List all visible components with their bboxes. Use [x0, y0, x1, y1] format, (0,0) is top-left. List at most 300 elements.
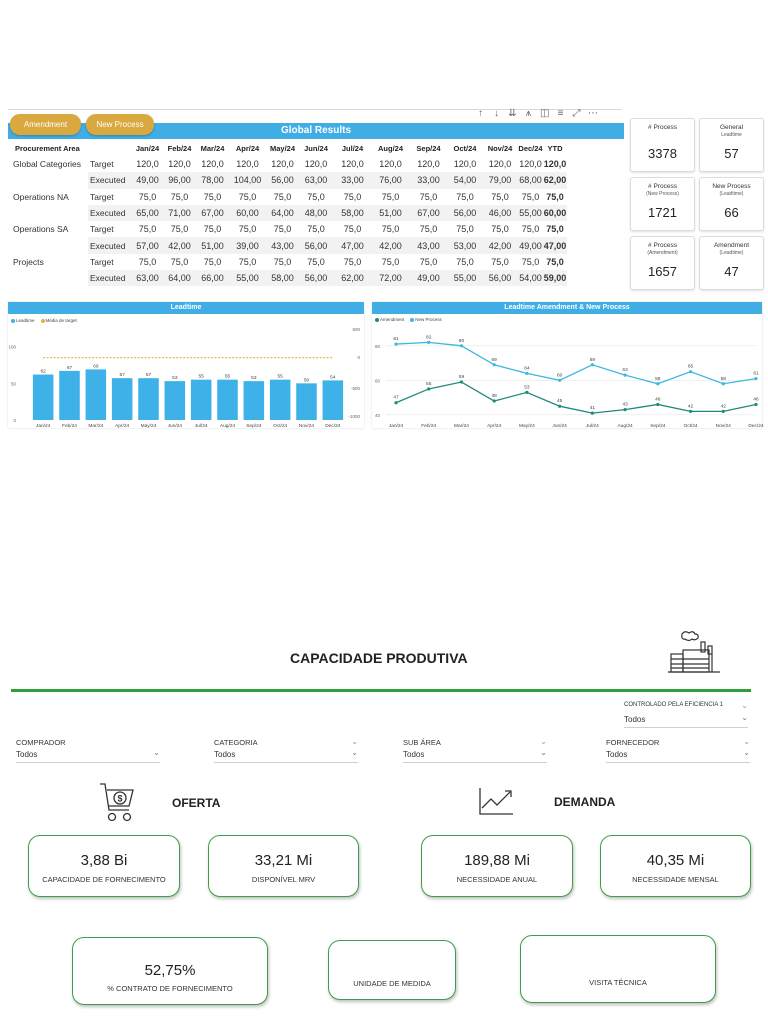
point-data-label: 55	[426, 381, 432, 387]
point-data-label: 69	[589, 357, 596, 363]
leadtime-bar[interactable]	[86, 369, 107, 420]
comprador-select[interactable]: Todos ⌄	[16, 750, 160, 763]
x-tick-label: Apr/24	[487, 424, 502, 429]
procurement-area-cell	[10, 205, 88, 221]
data-point[interactable]	[591, 363, 594, 366]
sub-area-filter[interactable]	[403, 738, 547, 763]
column-header[interactable]: Jan/24	[135, 143, 160, 153]
value-cell: 75,0	[170, 191, 189, 202]
chevron-down-icon[interactable]: ⌄	[743, 748, 750, 757]
kpi-sublabel: (New Process)	[646, 191, 679, 197]
y-tick-label: 80	[374, 343, 380, 349]
kpi-value: 57	[724, 146, 739, 161]
point-data-label: 59	[458, 375, 465, 381]
card-value: 52,75%	[144, 962, 196, 979]
value-cell: 96,00	[163, 172, 196, 188]
data-point[interactable]	[525, 372, 528, 375]
data-point[interactable]	[558, 379, 561, 382]
data-point[interactable]	[722, 382, 725, 385]
ytd-cell: 75,0	[546, 256, 564, 267]
capacidade-fornecimento-card[interactable]	[28, 835, 180, 897]
column-header[interactable]: Jul/24	[341, 143, 364, 153]
x-tick-label: Sep/24	[650, 424, 666, 429]
kpi-value: 3378	[648, 146, 677, 161]
value-cell: 75,0	[456, 256, 474, 267]
value-cell: 75,0	[203, 224, 222, 235]
column-header[interactable]: Sep/24	[416, 143, 441, 153]
table-row	[10, 156, 567, 172]
card-label: VISITA TÉCNICA	[589, 978, 647, 987]
row-type-cell: Executed	[88, 205, 132, 221]
ytd-cell: 60,00	[543, 205, 567, 221]
value-cell: 75,0	[307, 191, 325, 202]
column-header[interactable]: Oct/24	[453, 143, 477, 153]
kpi-label: # Process	[648, 124, 677, 131]
amendment-new-process-chart-title: Leadtime Amendment & New Process	[372, 302, 762, 314]
kpi-value: 1657	[648, 264, 677, 279]
x-tick-label: Jan/24	[35, 424, 51, 429]
kpi-sublabel: (Amendment)	[647, 250, 678, 256]
comprador-filter[interactable]	[16, 738, 160, 763]
value-cell: 120,0	[304, 159, 328, 170]
data-point[interactable]	[394, 342, 397, 345]
procurement-area-cell	[10, 270, 88, 286]
value-cell: 58,00	[266, 270, 299, 286]
kpi-card-process-new-process[interactable]	[630, 177, 695, 231]
arrow-up-icon[interactable]: ↑	[478, 108, 483, 119]
leadtime-bar[interactable]	[165, 381, 186, 420]
data-point[interactable]	[656, 403, 659, 406]
value-cell: 63,00	[299, 172, 333, 188]
data-point[interactable]	[525, 391, 528, 394]
value-cell: 120,0	[519, 159, 542, 170]
demanda-title: DEMANDA	[554, 795, 616, 809]
focus-mode-icon[interactable]: ⤢	[572, 108, 581, 119]
kpi-value: 1721	[648, 205, 677, 220]
value-cell: 120,0	[341, 159, 364, 170]
bar-data-label: 67	[66, 365, 73, 371]
value-cell: 42,00	[372, 237, 409, 253]
value-cell: 75,0	[521, 224, 540, 235]
column-header[interactable]	[88, 140, 132, 156]
amendment-new-process-line-plot	[372, 314, 762, 428]
chevron-down-icon[interactable]: ⌄	[540, 748, 547, 757]
contrato-fornecimento-card[interactable]	[72, 937, 268, 1005]
x-tick-label: Dec/24	[325, 424, 341, 429]
pin-icon[interactable]: ◫	[540, 108, 550, 119]
sub-area-select[interactable]: Todos ⌄	[403, 750, 547, 763]
value-cell: 75,0	[456, 191, 474, 202]
x-tick-label: Jun/24	[552, 424, 567, 429]
more-options-icon[interactable]: ⋯	[588, 108, 598, 119]
value-cell: 104,00	[229, 172, 266, 188]
legend-item-new-process[interactable]: New Process	[410, 317, 442, 322]
leadtime-bar[interactable]	[138, 378, 159, 420]
chevron-down-icon[interactable]: ⌄	[153, 748, 160, 757]
chevron-down-icon[interactable]: ⌄	[351, 748, 358, 757]
data-point[interactable]	[623, 408, 626, 411]
point-data-label: 69	[491, 357, 497, 363]
data-point[interactable]	[689, 370, 692, 373]
kpi-sublabel: (Leadtime)	[719, 250, 744, 256]
card-value: 3,88 Bi	[80, 852, 128, 869]
row-type-cell: Executed	[88, 270, 132, 286]
value-cell: 75,0	[381, 224, 400, 235]
unidade-de-medida-button[interactable]	[328, 940, 456, 1000]
kpi-label: # Process	[648, 242, 677, 249]
value-cell: 79,00	[482, 172, 518, 188]
value-cell: 120,0	[236, 159, 259, 170]
value-cell: 75,0	[307, 256, 325, 267]
value-cell: 60,00	[229, 205, 266, 221]
card-value: 189,88 Mi	[464, 852, 530, 869]
x-tick-label: Sep/24	[246, 424, 262, 429]
value-cell: 75,0	[238, 224, 257, 235]
column-header[interactable]: YTD	[547, 143, 563, 153]
value-cell: 75,0	[238, 256, 257, 267]
legend-item-amendment[interactable]: Amendment	[375, 317, 404, 322]
value-cell: 42,00	[482, 237, 518, 253]
procurement-area-cell: Global Categories	[13, 159, 82, 170]
ytd-cell: 62,00	[543, 172, 567, 188]
kpi-sublabel: Leadtime	[721, 132, 742, 138]
column-header[interactable]: Procurement Area	[15, 143, 80, 153]
x-tick-label: Aug/24	[219, 424, 236, 429]
value-cell: 54,00	[518, 270, 543, 286]
bar-data-label: 62	[40, 369, 46, 375]
card-label: CAPACIDADE DE FORNECIMENTO	[42, 875, 166, 884]
value-cell: 48,00	[299, 205, 333, 221]
point-data-label: 43	[622, 402, 628, 408]
categoria-select[interactable]: Todos ⌄	[214, 750, 358, 763]
chevron-down-icon[interactable]: ⌄	[540, 737, 547, 746]
value-cell: 49,00	[518, 237, 543, 253]
leadtime-bar[interactable]	[217, 380, 238, 420]
point-data-label: 63	[622, 368, 628, 374]
leadtime-bar[interactable]	[33, 375, 54, 420]
value-cell: 49,00	[132, 172, 163, 188]
value-cell: 56,00	[448, 205, 482, 221]
bar-data-label: 69	[93, 364, 99, 370]
kpi-label: New Process	[712, 183, 751, 190]
value-cell: 62,00	[333, 270, 372, 286]
x-tick-label: May/24	[519, 424, 535, 429]
value-cell: 71,00	[163, 205, 196, 221]
data-point[interactable]	[689, 410, 692, 413]
value-cell: 120,0	[417, 159, 440, 170]
fornecedor-filter[interactable]	[606, 738, 750, 763]
kpi-sublabel: (Leadtime)	[719, 191, 744, 197]
kpi-value: 47	[724, 264, 739, 279]
column-header[interactable]: Dec/24	[518, 143, 543, 153]
leadtime-chart[interactable]	[8, 302, 364, 428]
point-data-label: 48	[491, 394, 497, 400]
x-tick-label: Jun/24	[167, 424, 183, 429]
value-cell: 65,00	[132, 205, 163, 221]
x-tick-label: Jul/24	[585, 424, 599, 429]
leadtime-bar[interactable]	[244, 381, 265, 420]
value-cell: 75,0	[456, 224, 474, 235]
kpi-card-amendment-leadtime[interactable]	[699, 236, 764, 290]
filter-label: CATEGORIA	[214, 738, 258, 747]
table-row	[10, 189, 567, 205]
x-tick-label: Dec/24	[748, 424, 764, 429]
value-cell: 66,00	[196, 270, 229, 286]
visual-toolbar	[476, 108, 597, 120]
bar-data-label: 55	[224, 374, 231, 380]
point-data-label: 42	[720, 404, 726, 410]
data-point[interactable]	[493, 399, 496, 402]
bar-data-label: 57	[119, 373, 125, 379]
data-point[interactable]	[591, 411, 594, 414]
value-cell: 51,00	[196, 237, 229, 253]
value-cell: 75,0	[343, 191, 362, 202]
value-cell: 67,00	[409, 205, 448, 221]
value-cell: 75,0	[273, 191, 292, 202]
row-type-cell: Target	[90, 224, 114, 235]
data-point[interactable]	[394, 401, 397, 404]
column-header[interactable]: Mar/24	[200, 143, 225, 153]
x-tick-label: Apr/24	[115, 424, 130, 429]
leadtime-bar[interactable]	[270, 380, 291, 420]
value-cell: 53,00	[448, 237, 482, 253]
leadtime-bar[interactable]	[112, 378, 133, 420]
global-results-title: Global Results	[8, 123, 624, 139]
column-header[interactable]: Jun/24	[304, 143, 328, 153]
bar-data-label: 53	[251, 376, 257, 382]
value-cell: 120,0	[379, 159, 402, 170]
y-tick-label: 50	[10, 381, 16, 387]
column-header[interactable]: May/24	[269, 143, 296, 153]
point-data-label: 58	[720, 376, 726, 382]
x-tick-label: Mar/24	[453, 424, 469, 429]
value-cell: 42,00	[163, 237, 196, 253]
secondary-y-tick-label: 500	[352, 327, 360, 332]
value-cell: 120,0	[271, 159, 294, 170]
table-row	[10, 237, 567, 253]
leadtime-bar[interactable]	[191, 380, 212, 420]
value-cell: 63,00	[132, 270, 163, 286]
x-tick-label: Aug/24	[617, 424, 633, 429]
value-cell: 55,00	[448, 270, 482, 286]
x-tick-label: Feb/24	[62, 424, 77, 429]
value-cell: 120,0	[168, 159, 191, 170]
drill-down-icon[interactable]: ⇊	[508, 108, 517, 119]
point-data-label: 47	[393, 395, 399, 401]
shopping-cart-icon	[99, 781, 135, 823]
row-type-cell: Target	[90, 256, 114, 267]
factory-icon	[668, 628, 720, 676]
kpi-label: General	[719, 124, 744, 131]
data-point[interactable]	[754, 377, 757, 380]
value-cell: 75,0	[273, 256, 292, 267]
value-cell: 55,00	[518, 205, 543, 221]
secondary-y-tick-label: 0	[357, 355, 360, 360]
card-label: UNIDADE DE MEDIDA	[353, 979, 431, 988]
card-label: % CONTRATO DE FORNECIMENTO	[107, 984, 233, 993]
kpi-card-process-count[interactable]	[630, 118, 695, 172]
value-cell: 120,0	[136, 159, 159, 170]
value-cell: 49,00	[409, 270, 448, 286]
necessidade-mensal-card[interactable]	[600, 835, 751, 897]
value-cell: 75,0	[203, 191, 222, 202]
ytd-cell: 47,00	[543, 237, 567, 253]
leadtime-bar[interactable]	[296, 383, 317, 420]
value-cell: 33,00	[333, 172, 372, 188]
value-cell: 64,00	[163, 270, 196, 286]
value-cell: 47,00	[333, 237, 372, 253]
card-value: 40,35 Mi	[646, 852, 705, 869]
bar-data-label: 55	[198, 374, 204, 380]
procurement-area-cell: Projects	[13, 256, 44, 267]
card-label: NECESSIDADE ANUAL	[456, 875, 538, 884]
value-cell: 78,00	[196, 172, 229, 188]
point-data-label: 58	[655, 376, 661, 382]
value-cell: 75,0	[419, 256, 438, 267]
oferta-title: OFERTA	[172, 796, 221, 810]
column-header[interactable]: Apr/24	[235, 143, 260, 153]
point-data-label: 60	[556, 373, 563, 379]
chevron-down-icon[interactable]: ⌄	[741, 713, 748, 722]
value-cell: 75,0	[343, 256, 362, 267]
x-tick-label: Oct/24	[273, 424, 288, 429]
value-cell: 75,0	[203, 256, 222, 267]
point-data-label: 41	[589, 406, 596, 412]
new-process-series-line[interactable]	[396, 342, 756, 383]
value-cell: 75,0	[521, 191, 540, 202]
expand-hierarchy-icon[interactable]: ⩚	[525, 108, 532, 119]
value-cell: 51,00	[372, 205, 409, 221]
column-header[interactable]: Feb/24	[167, 143, 192, 153]
row-type-cell: Target	[90, 191, 114, 202]
data-point[interactable]	[493, 363, 496, 366]
column-header[interactable]: Aug/24	[377, 143, 403, 153]
table-row	[10, 254, 567, 270]
value-cell: 75,0	[238, 191, 257, 202]
table-row	[10, 205, 567, 221]
value-cell: 75,0	[343, 224, 362, 235]
data-point[interactable]	[558, 405, 561, 408]
value-cell: 75,0	[170, 224, 189, 235]
controlado-filter[interactable]	[624, 702, 748, 728]
filter-label: SUB ÁREA	[403, 738, 441, 747]
y-tick-label: 0	[13, 418, 16, 423]
data-point[interactable]	[460, 380, 463, 383]
point-data-label: 80	[458, 338, 465, 344]
value-cell: 72,00	[372, 270, 409, 286]
kpi-label: Amendment	[713, 242, 750, 249]
point-data-label: 46	[655, 397, 661, 403]
column-header[interactable]: Nov/24	[487, 143, 513, 153]
amendment-series-line[interactable]	[396, 382, 756, 413]
data-point[interactable]	[754, 403, 757, 406]
filter-icon[interactable]: ≡	[557, 108, 564, 119]
data-point[interactable]	[623, 374, 626, 377]
value-cell: 46,00	[482, 205, 518, 221]
section-divider	[11, 689, 751, 692]
row-type-cell: Target	[90, 159, 114, 170]
leadtime-bar[interactable]	[323, 380, 344, 420]
x-tick-label: Nov/24	[298, 424, 315, 429]
table-row	[10, 270, 567, 286]
value-cell: 75,0	[138, 224, 157, 235]
card-value: 33,21 Mi	[254, 852, 313, 869]
row-type-cell: Executed	[88, 237, 132, 253]
value-cell: 120,0	[201, 159, 224, 170]
value-cell: 75,0	[491, 191, 509, 202]
procurement-area-cell	[10, 172, 88, 188]
legend-item-target[interactable]: Média de target	[41, 318, 77, 323]
point-data-label: 81	[393, 337, 399, 343]
point-data-label: 45	[556, 399, 563, 405]
y-tick-label: 40	[374, 412, 380, 418]
kpi-value: 66	[724, 205, 739, 220]
data-point[interactable]	[427, 341, 430, 344]
x-tick-label: May/24	[140, 424, 157, 429]
controlado-select[interactable]: Todos ⌄	[624, 715, 748, 728]
value-cell: 75,0	[491, 256, 509, 267]
procurement-area-cell: Operations NA	[13, 191, 69, 202]
point-data-label: 42	[687, 404, 694, 410]
table-row	[10, 172, 567, 188]
chevron-down-icon[interactable]: ⌄	[743, 737, 750, 746]
categoria-filter[interactable]	[214, 738, 358, 763]
secondary-y-tick-label: -1000	[348, 414, 360, 419]
chevron-down-icon[interactable]: ⌄	[351, 737, 358, 746]
amendment-new-process-chart[interactable]	[372, 302, 762, 428]
data-point[interactable]	[722, 410, 725, 413]
x-tick-label: Oct/24	[683, 424, 698, 429]
arrow-down-icon[interactable]: ↓	[494, 108, 499, 119]
data-point[interactable]	[460, 344, 463, 347]
value-cell: 33,00	[409, 172, 448, 188]
kpi-card-new-process-leadtime[interactable]	[699, 177, 764, 231]
kpi-label: # Process	[648, 183, 677, 190]
necessidade-anual-card[interactable]	[421, 835, 573, 897]
bar-data-label: 53	[172, 376, 178, 382]
bar-data-label: 50	[303, 378, 310, 384]
new-process-button[interactable]: New Process	[86, 114, 154, 135]
visita-tecnica-button[interactable]	[520, 935, 716, 1003]
point-data-label: 46	[753, 397, 759, 403]
legend-item-leadtime[interactable]: Leadtime	[11, 318, 35, 323]
leadtime-bar[interactable]	[59, 371, 80, 420]
leadtime-chart-title: Leadtime	[8, 302, 364, 314]
ytd-cell: 59,00	[543, 270, 567, 286]
ytd-cell: 75,0	[546, 224, 564, 235]
secondary-y-tick-label: -500	[350, 386, 360, 391]
value-cell: 75,0	[381, 191, 400, 202]
x-tick-label: Jul/24	[194, 424, 208, 429]
value-cell: 64,00	[266, 205, 299, 221]
data-point[interactable]	[656, 382, 659, 385]
value-cell: 43,00	[266, 237, 299, 253]
disponivel-mrv-card[interactable]	[208, 835, 359, 897]
value-cell: 120,0	[488, 159, 512, 170]
kpi-card-process-amendment[interactable]	[630, 236, 695, 290]
value-cell: 56,00	[299, 270, 333, 286]
procurement-area-cell: Operations SA	[13, 224, 69, 235]
data-point[interactable]	[427, 387, 430, 390]
value-cell: 55,00	[229, 270, 266, 286]
filter-label: COMPRADOR	[16, 738, 66, 747]
kpi-card-general-leadtime[interactable]	[699, 118, 764, 172]
amendment-button[interactable]: Amendment	[10, 114, 81, 135]
chevron-down-icon[interactable]: ⌄	[741, 701, 748, 710]
x-tick-label: Nov/24	[715, 424, 731, 429]
row-type-cell: Executed	[88, 172, 132, 188]
fornecedor-select[interactable]: Todos ⌄	[606, 750, 750, 763]
